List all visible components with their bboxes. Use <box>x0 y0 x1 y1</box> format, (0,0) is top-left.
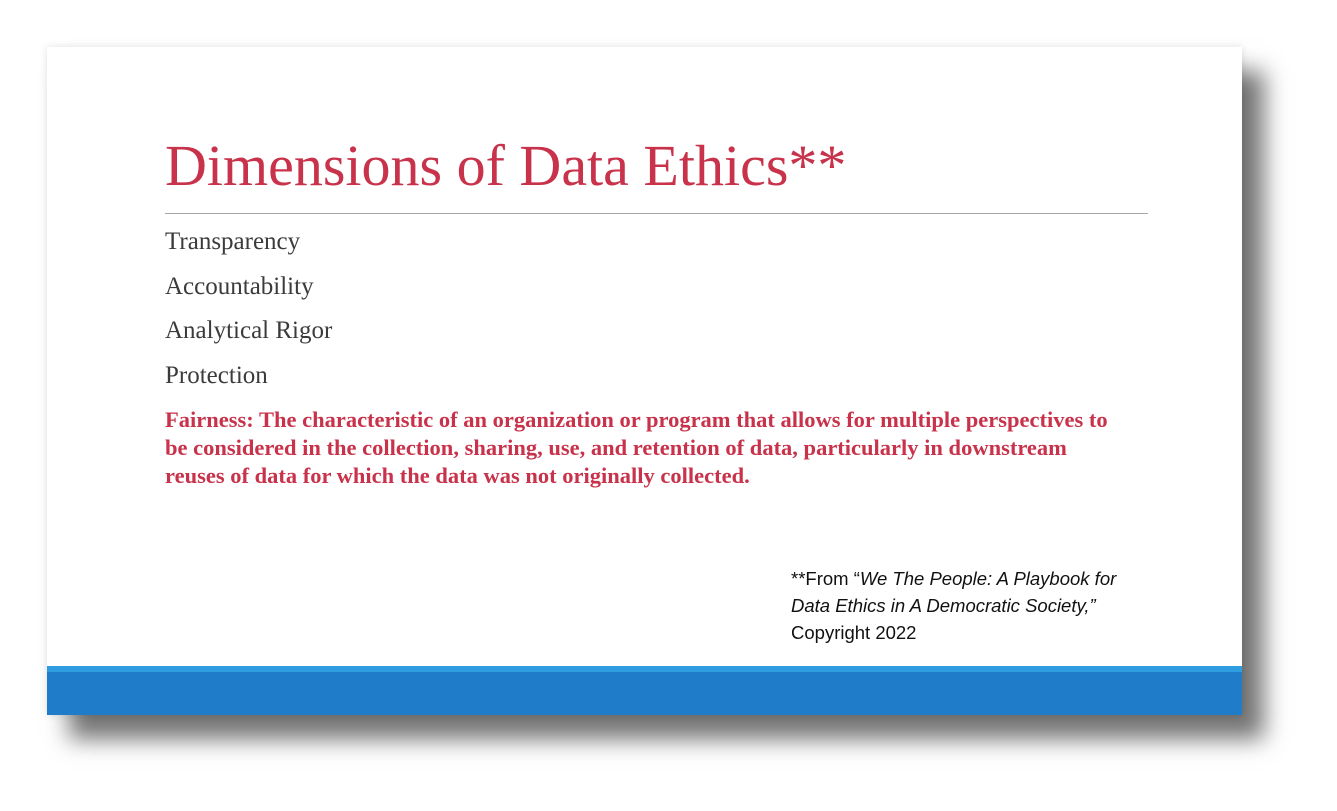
credit-prefix: **From “ <box>791 568 860 589</box>
list-item-analytical-rigor: Analytical Rigor <box>165 317 333 344</box>
slide-title: Dimensions of Data Ethics** <box>165 133 847 198</box>
list-item-protection: Protection <box>165 361 268 389</box>
credit-copyright: Copyright 2022 <box>791 622 917 643</box>
list-item-accountability: Accountability <box>165 272 314 300</box>
slide <box>47 47 1242 715</box>
source-credit <box>791 565 1151 646</box>
credit-book-title: We The People: A Playbook for Data Ethics in A Democratic Society,” <box>791 568 1117 616</box>
fairness-definition: Fairness: The characteristic of an organization or program that allows for multiple perspectives to be considered in the collection, sharing, use, and retention of data, particularly in downstream reuses of data for which the data was not originally collected. <box>165 407 1108 488</box>
title-divider <box>165 213 1148 214</box>
list-item-transparency: Transparency <box>165 228 301 255</box>
footer-band <box>47 672 1242 715</box>
dimensions-list <box>165 227 332 405</box>
